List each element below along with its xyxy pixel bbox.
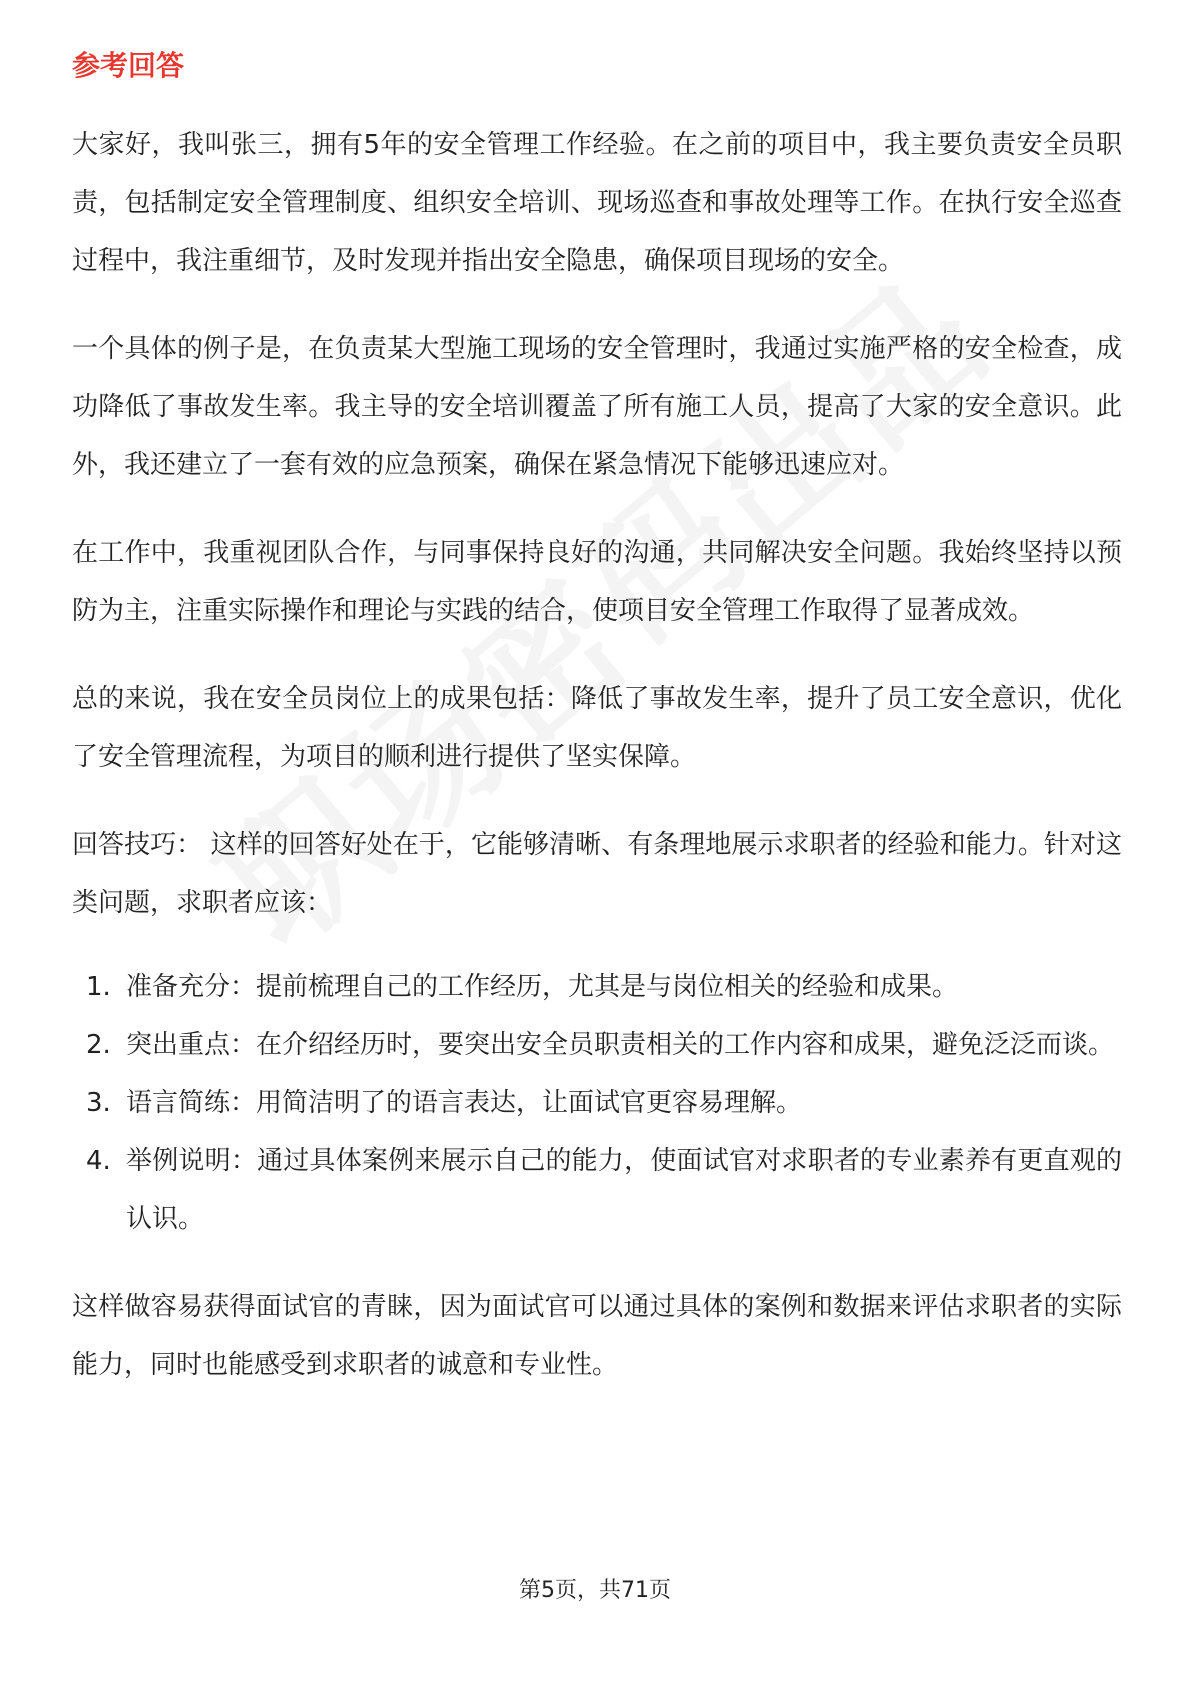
list-item	[72, 1132, 1122, 1248]
paragraph-example: 一个具体的例子是，在负责某大型施工现场的安全管理时，我通过实施严格的安全检查，成功降低了事故发生率。我主导的安全培训覆盖了所有施工人员，提高了大家的安全意识。此外，我还建立了一套有效的应急预案，确保在紧急情况下能够迅速应对。	[72, 334, 1122, 480]
list-item	[72, 958, 1122, 1016]
list-text: 突出重点：在介绍经历时，要突出安全员职责相关的工作内容和成果，避免泛泛而谈。	[126, 1030, 1115, 1060]
paragraph-tips: 回答技巧： 这样的回答好处在于，它能够清晰、有条理地展示求职者的经验和能力。针对这类问题，求职者应该：	[72, 830, 1122, 918]
list-number: 4.	[86, 1146, 111, 1176]
list-number: 2.	[86, 1030, 111, 1060]
list-item	[72, 1016, 1122, 1074]
paragraph-summary: 总的来说，我在安全员岗位上的成果包括：降低了事故发生率，提升了员工安全意识，优化了安全管理流程，为项目的顺利进行提供了坚实保障。	[72, 684, 1122, 772]
paragraph-teamwork: 在工作中，我重视团队合作，与同事保持良好的沟通，共同解决安全问题。我始终坚持以预防为主，注重实际操作和理论与实践的结合，使项目安全管理工作取得了显著成效。	[72, 538, 1122, 626]
document-content	[72, 46, 1122, 1424]
list-text: 准备充分：提前梳理自己的工作经历，尤其是与岗位相关的经验和成果。	[126, 972, 959, 1002]
list-text: 举例说明：通过具体案例来展示自己的能力，使面试官对求职者的专业素养有更直观的认识。	[126, 1146, 1122, 1234]
paragraph-closing: 这样做容易获得面试官的青睐，因为面试官可以通过具体的案例和数据来评估求职者的实际能力，同时也能感受到求职者的诚意和专业性。	[72, 1292, 1122, 1380]
list-number: 3.	[86, 1088, 111, 1118]
paragraph-intro: 大家好，我叫张三，拥有5年的安全管理工作经验。在之前的项目中，我主要负责安全员职责，包括制定安全管理制度、组织安全培训、现场巡查和事故处理等工作。在执行安全巡查过程中，我注重细节，及时发现并指出安全隐患，确保项目现场的安全。	[72, 130, 1122, 276]
section-heading: 参考回答	[72, 49, 185, 82]
list-number: 1.	[86, 972, 111, 1002]
page-footer: 第5页，共71页	[519, 1578, 671, 1603]
list-text: 语言简练：用简洁明了的语言表达，让面试官更容易理解。	[126, 1088, 803, 1118]
list-item	[72, 1074, 1122, 1132]
tips-list	[72, 958, 1122, 1248]
